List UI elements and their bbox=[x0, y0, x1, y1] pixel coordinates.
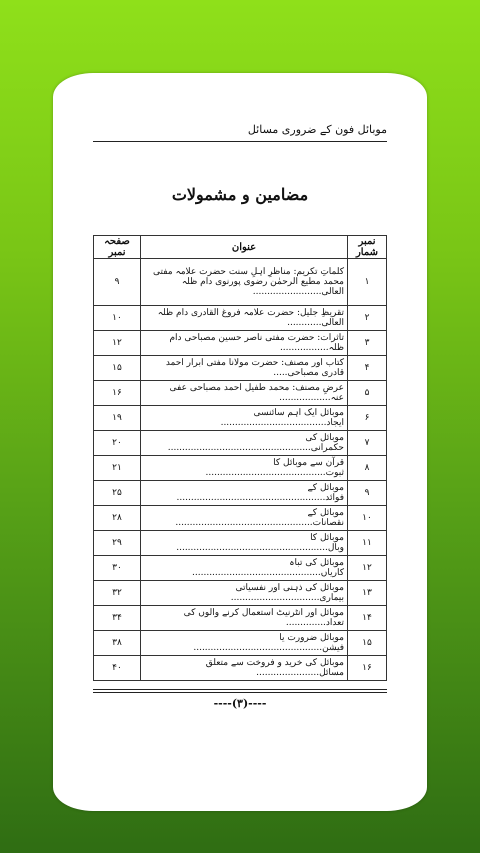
row-page: ۹ bbox=[94, 259, 141, 306]
row-number: ۸ bbox=[348, 456, 387, 481]
row-title: کلماتِ تکریم: مناظرِ اہلِ سنت حضرت علامہ مفتی محمد مطیع الرحمٰن رضوی پورنوی دام ظلہ العالی........................ bbox=[141, 259, 348, 306]
row-title: قرآن سے موبائل کا ثبوت.......................................... bbox=[141, 456, 348, 481]
footer-rule bbox=[93, 689, 387, 693]
row-title: موبائل کے فوائد.................................................... bbox=[141, 481, 348, 506]
book-page bbox=[53, 73, 427, 811]
row-title: موبائل کی ذہنی اور نفسیاتی بیماری............................... bbox=[141, 581, 348, 606]
table-row bbox=[94, 531, 387, 556]
row-number: ۷ bbox=[348, 431, 387, 456]
table-row bbox=[94, 606, 387, 631]
header-rule bbox=[93, 141, 387, 142]
row-number: ۱۲ bbox=[348, 556, 387, 581]
row-title: موبائل کی خرید و فروخت سے متعلق مسائل...................... bbox=[141, 656, 348, 681]
row-title: تقریظِ جلیل: حضرت علامہ فروغ القادری دام ظلہ العالی............ bbox=[141, 306, 348, 331]
table-row bbox=[94, 506, 387, 531]
table-row bbox=[94, 456, 387, 481]
row-number: ۱۳ bbox=[348, 581, 387, 606]
row-title: موبائل ضرورت یا فیشن............................................. bbox=[141, 631, 348, 656]
page-title: مضامین و مشمولات bbox=[171, 185, 309, 204]
header-number: نمبر شمار bbox=[348, 236, 387, 259]
table-row bbox=[94, 331, 387, 356]
row-title: موبائل کی حکمرانی.................................................. bbox=[141, 431, 348, 456]
row-title: موبائل کی تباہ کاریاں............................................. bbox=[141, 556, 348, 581]
running-title: موبائل فون کے ضروری مسائل bbox=[247, 123, 387, 136]
row-page: ۲۰ bbox=[94, 431, 141, 456]
row-title: کتاب اور مصنف: حضرت مولانا مفتی ابرار احمد قادری مصباحی..... bbox=[141, 356, 348, 381]
table-row bbox=[94, 406, 387, 431]
table-row bbox=[94, 556, 387, 581]
row-page: ۲۸ bbox=[94, 506, 141, 531]
table-row bbox=[94, 631, 387, 656]
row-title: عرضِ مصنف: محمد طفیل احمد مصباحی عفی عنہ.................. bbox=[141, 381, 348, 406]
row-number: ۱۱ bbox=[348, 531, 387, 556]
row-number: ۱ bbox=[348, 259, 387, 306]
row-number: ۱۵ bbox=[348, 631, 387, 656]
table-row bbox=[94, 481, 387, 506]
row-number: ۱۶ bbox=[348, 656, 387, 681]
row-page: ۳۸ bbox=[94, 631, 141, 656]
row-page: ۱۶ bbox=[94, 381, 141, 406]
row-page: ۱۹ bbox=[94, 406, 141, 431]
table-row bbox=[94, 259, 387, 306]
row-page: ۲۱ bbox=[94, 456, 141, 481]
row-page: ۲۹ bbox=[94, 531, 141, 556]
row-page: ۳۴ bbox=[94, 606, 141, 631]
row-title: تاثرات: حضرت مفتی ناصر حسین مصباحی دام ظلہ................. bbox=[141, 331, 348, 356]
row-page: ۴۰ bbox=[94, 656, 141, 681]
table-row bbox=[94, 431, 387, 456]
row-title: موبائل کے نقصانات................................................ bbox=[141, 506, 348, 531]
row-page: ۱۲ bbox=[94, 331, 141, 356]
row-title: موبائل اور انٹرنیٹ استعمال کرنے والوں کی تعداد.............. bbox=[141, 606, 348, 631]
row-number: ۹ bbox=[348, 481, 387, 506]
row-number: ۳ bbox=[348, 331, 387, 356]
row-number: ۱۰ bbox=[348, 506, 387, 531]
page-number: ----(۳)---- bbox=[213, 697, 267, 710]
table-row bbox=[94, 356, 387, 381]
row-page: ۱۵ bbox=[94, 356, 141, 381]
table-row bbox=[94, 306, 387, 331]
table-row bbox=[94, 656, 387, 681]
row-page: ۱۰ bbox=[94, 306, 141, 331]
header-title: عنوان bbox=[141, 236, 348, 259]
table-row bbox=[94, 581, 387, 606]
row-page: ۳۰ bbox=[94, 556, 141, 581]
header-page: صفحہ نمبر bbox=[94, 236, 141, 259]
row-title: موبائل ایک اہم سائنسی ایجاد..................................... bbox=[141, 406, 348, 431]
row-page: ۳۲ bbox=[94, 581, 141, 606]
row-title: موبائل کا وبال..................................................... bbox=[141, 531, 348, 556]
row-number: ۲ bbox=[348, 306, 387, 331]
row-number: ۱۴ bbox=[348, 606, 387, 631]
row-number: ۵ bbox=[348, 381, 387, 406]
contents-table bbox=[93, 235, 387, 681]
row-number: ۶ bbox=[348, 406, 387, 431]
table-header-row bbox=[94, 236, 387, 259]
row-page: ۲۵ bbox=[94, 481, 141, 506]
table-row bbox=[94, 381, 387, 406]
row-number: ۴ bbox=[348, 356, 387, 381]
